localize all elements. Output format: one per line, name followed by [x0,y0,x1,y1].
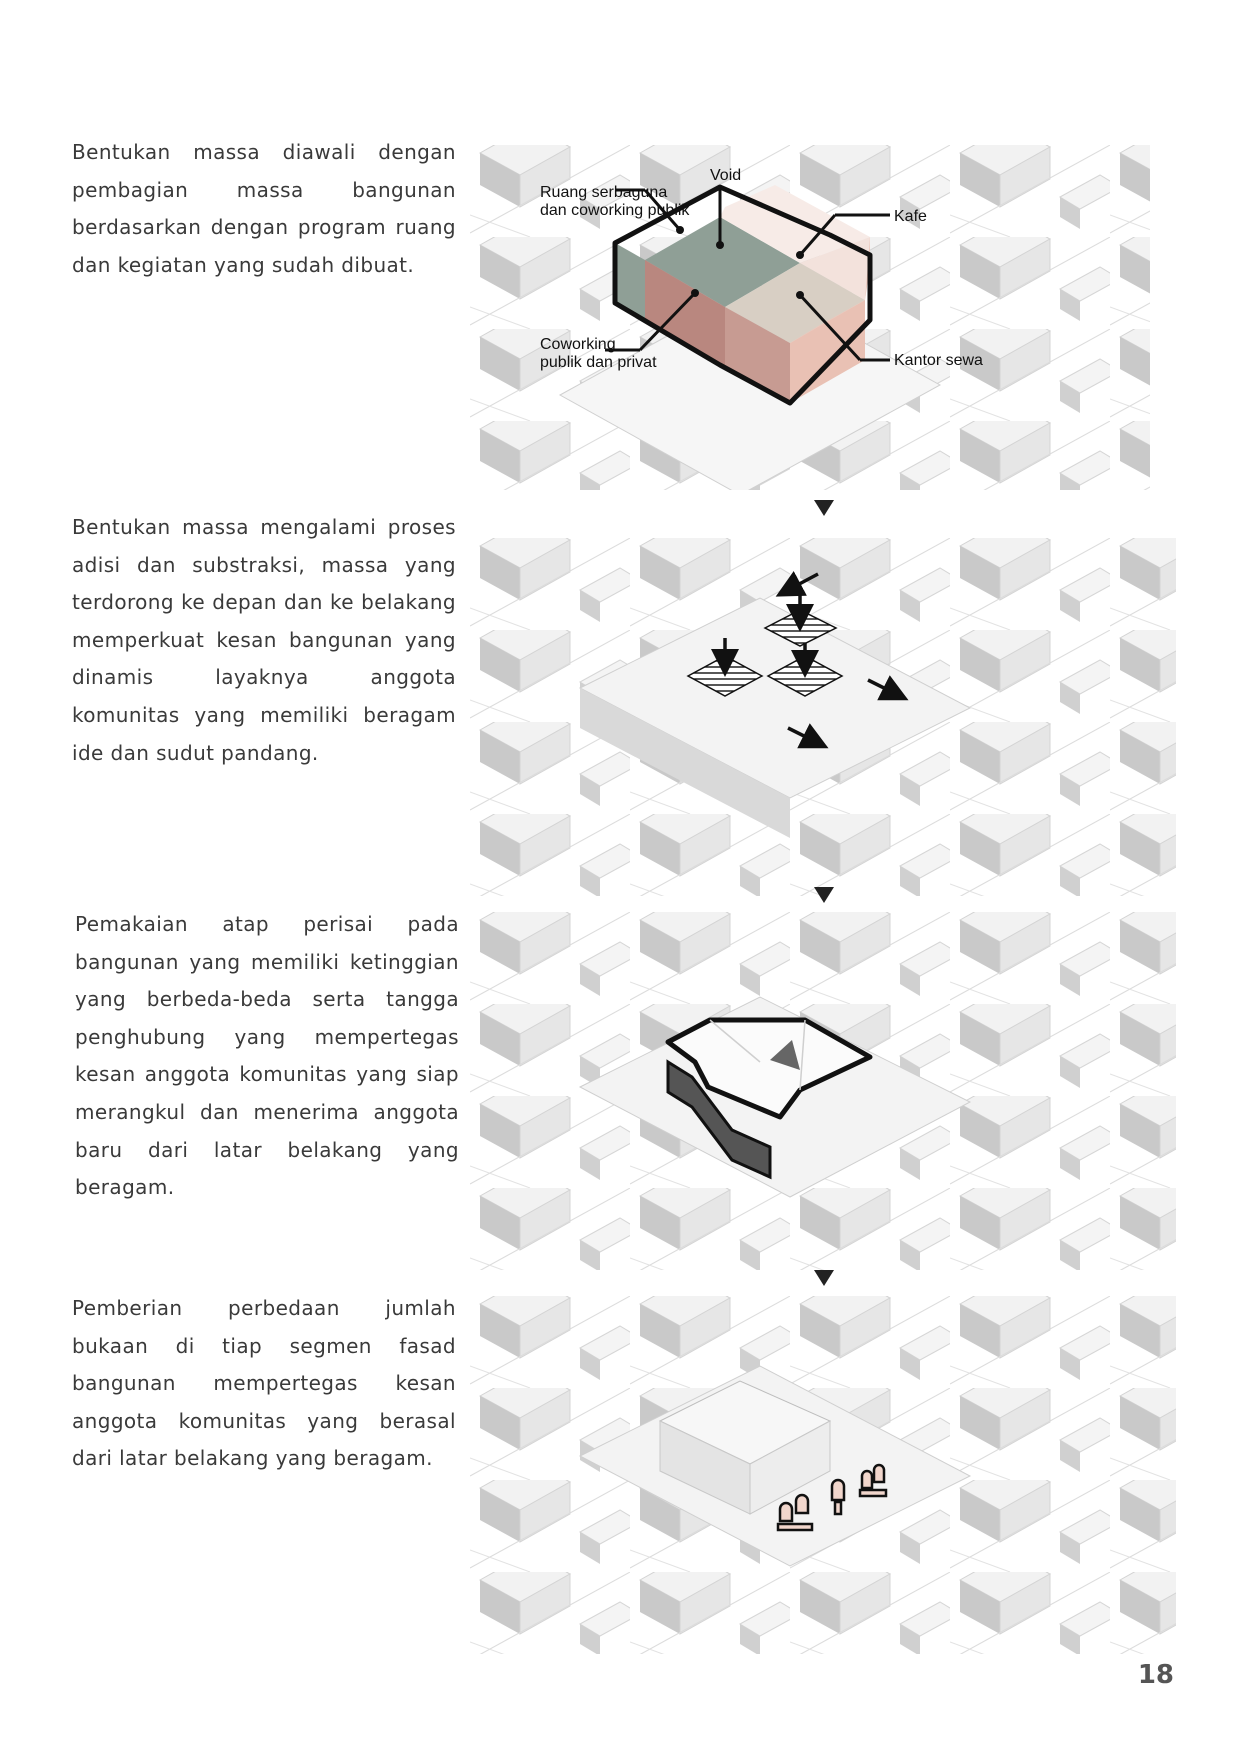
step-arrow-3 [814,1270,834,1286]
paragraph-4: Pemberian perbedaan jumlah bukaan di tiap segmen fasad bangunan mempertegas kesan anggota komunitas yang berasal dari latar belakang yang beragam. [72,1296,456,1471]
diagram-panel-2 [470,538,1176,896]
label-coworking-1: Coworking [540,336,616,353]
label-coworking-2: publik dan privat [540,354,657,371]
page-number: 18 [1137,1660,1174,1690]
label-void: Void [710,167,742,184]
step-arrow-2 [814,887,834,903]
diagram-panel-1 [470,145,1150,490]
paragraph-1: Bentukan massa diawali dengan pembagian massa bangunan berdasarkan dengan program ruang dan kegiatan yang sudah dibuat. [72,140,456,277]
label-ruang-serbaguna-2: dan coworking publik [540,202,690,219]
step-arrow-1 [814,500,834,516]
label-kantor-sewa: Kantor sewa [894,352,983,369]
paragraph-2: Bentukan massa mengalami proses adisi dan substraksi, massa yang terdorong ke depan dan ke belakang memperkuat kesan bangunan yang dinamis layaknya anggota komunitas yang memiliki beragam ide dan sudut pandang. [72,515,456,765]
diagram-panel-4 [470,1296,1176,1654]
label-kafe: Kafe [894,208,927,225]
diagram-panel-3 [470,912,1176,1270]
label-ruang-serbaguna-1: Ruang serbaguna [540,184,668,201]
paragraph-3: Pemakaian atap perisai pada bangunan yang memiliki ketinggian yang berbeda-beda serta tangga penghubung yang mempertegas kesan anggota komunitas yang siap merangkul dan menerima anggota baru dari latar belakang yang beragam. [75,912,459,1200]
